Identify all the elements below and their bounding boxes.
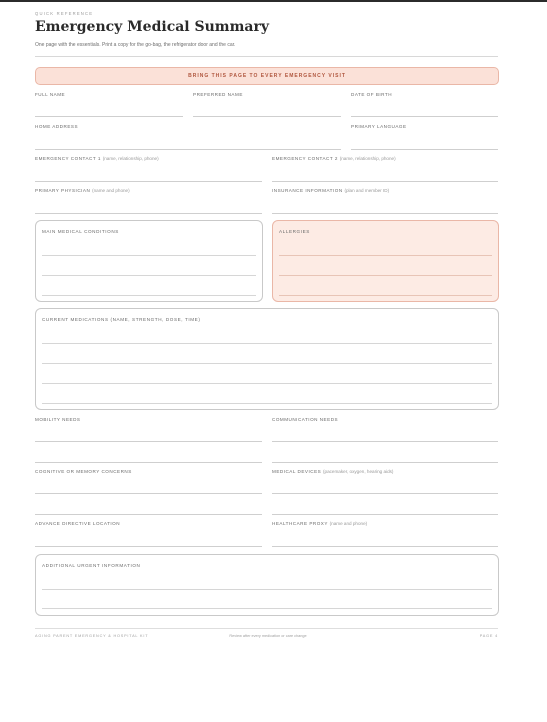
advance-directive-label: ADVANCE DIRECTIVE LOCATION	[35, 521, 121, 526]
eyebrow-label: QUICK REFERENCE	[35, 11, 94, 16]
insurance-information-field[interactable]	[272, 213, 498, 214]
writing-line	[42, 608, 492, 609]
footer-kit-title: AGING PARENT EMERGENCY & HOSPITAL KIT	[35, 634, 149, 638]
emergency-banner: BRING THIS PAGE TO EVERY EMERGENCY VISIT	[35, 67, 499, 85]
writing-line	[42, 589, 492, 590]
medical-devices-line-2[interactable]	[272, 514, 498, 515]
medical-devices-hint: (pacemaker, oxygen, hearing aids)	[322, 469, 394, 474]
header-divider	[35, 56, 498, 57]
current-medications-box[interactable]	[35, 308, 499, 410]
preferred-name-field[interactable]	[193, 116, 341, 117]
medical-conditions-box[interactable]	[35, 220, 263, 302]
medical-conditions-label: MAIN MEDICAL CONDITIONS	[42, 229, 119, 234]
communication-needs-label: COMMUNICATION NEEDS	[272, 417, 339, 422]
allergies-box[interactable]	[272, 220, 499, 302]
emergency-contact-1-title: EMERGENCY CONTACT 1	[35, 156, 101, 161]
primary-language-field[interactable]	[351, 149, 498, 150]
cognitive-concerns-line-2[interactable]	[35, 514, 262, 515]
writing-line	[42, 255, 256, 256]
preferred-name-label: PREFERRED NAME	[193, 92, 243, 97]
footer-review-note: Review after every medication or care change	[229, 634, 307, 638]
writing-line	[42, 383, 492, 384]
home-address-field[interactable]	[35, 149, 341, 150]
mobility-needs-line-1[interactable]	[35, 441, 262, 442]
primary-language-label: PRIMARY LANGUAGE	[351, 124, 407, 129]
additional-information-box[interactable]	[35, 554, 499, 616]
additional-information-label: ADDITIONAL URGENT INFORMATION	[42, 563, 141, 568]
primary-physician-title: PRIMARY PHYSICIAN	[35, 188, 91, 193]
primary-physician-field[interactable]	[35, 213, 262, 214]
full-name-label: FULL NAME	[35, 92, 66, 97]
healthcare-proxy-title: HEALTHCARE PROXY	[272, 521, 328, 526]
mobility-needs-line-2[interactable]	[35, 462, 262, 463]
writing-line	[42, 343, 492, 344]
writing-line	[279, 255, 492, 256]
writing-line	[42, 403, 492, 404]
writing-line	[279, 295, 492, 296]
writing-line	[279, 275, 492, 276]
insurance-information-title: INSURANCE INFORMATION	[272, 188, 343, 193]
footer-divider	[35, 628, 498, 629]
writing-line	[42, 295, 256, 296]
emergency-contact-2-label	[272, 156, 396, 161]
writing-line	[42, 363, 492, 364]
healthcare-proxy-hint: (name and phone)	[329, 521, 368, 526]
emergency-contact-2-hint: (name, relationship, phone)	[339, 156, 396, 161]
communication-needs-line-1[interactable]	[272, 441, 498, 442]
emergency-contact-2-title: EMERGENCY CONTACT 2	[272, 156, 338, 161]
emergency-contact-1-hint: (name, relationship, phone)	[102, 156, 159, 161]
page-subtitle: One page with the essentials. Print a copy for the go-bag, the refrigerator door and the car.	[35, 42, 236, 48]
advance-directive-field[interactable]	[35, 546, 262, 547]
top-border	[0, 0, 547, 2]
writing-line	[42, 275, 256, 276]
primary-physician-hint: (name and phone)	[92, 188, 130, 193]
home-address-label: HOME ADDRESS	[35, 124, 79, 129]
full-name-field[interactable]	[35, 116, 183, 117]
emergency-contact-1-field[interactable]	[35, 181, 262, 182]
insurance-information-label	[272, 188, 389, 193]
date-of-birth-label: DATE OF BIRTH	[351, 92, 393, 97]
cognitive-concerns-line-1[interactable]	[35, 493, 262, 494]
page-title: Emergency Medical Summary	[35, 19, 269, 35]
footer-page-number: PAGE 4	[479, 634, 498, 638]
current-medications-label: CURRENT MEDICATIONS (NAME, STRENGTH, DOSE, TIME)	[42, 317, 201, 322]
cognitive-concerns-label: COGNITIVE OR MEMORY CONCERNS	[35, 469, 132, 474]
medical-devices-line-1[interactable]	[272, 493, 498, 494]
medical-devices-label	[272, 469, 393, 474]
communication-needs-line-2[interactable]	[272, 462, 498, 463]
medical-devices-title: MEDICAL DEVICES	[272, 469, 322, 474]
emergency-contact-1-label	[35, 156, 159, 161]
healthcare-proxy-label	[272, 521, 367, 526]
primary-physician-label	[35, 188, 130, 193]
date-of-birth-field[interactable]	[351, 116, 498, 117]
mobility-needs-label: MOBILITY NEEDS	[35, 417, 81, 422]
insurance-information-hint: (plan and member ID)	[344, 188, 390, 193]
emergency-contact-2-field[interactable]	[272, 181, 498, 182]
healthcare-proxy-field[interactable]	[272, 546, 498, 547]
allergies-label: ALLERGIES	[279, 229, 310, 234]
